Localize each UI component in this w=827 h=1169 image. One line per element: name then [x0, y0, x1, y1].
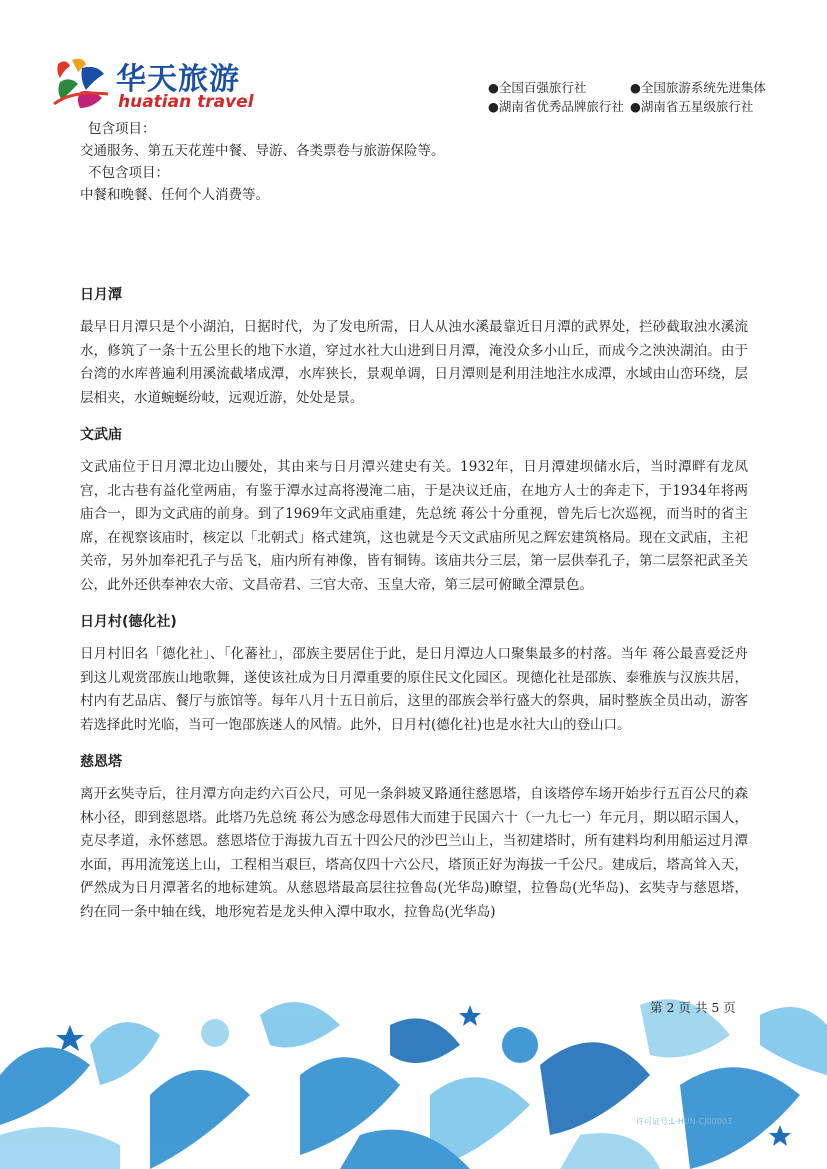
section-body: 离开玄奘寺后，往月潭方向走约六百公尺，可见一条斜坡叉路通往慈恩塔，自该塔停车场开始步行五百公尺的森林小径，即到慈恩塔。此塔乃先总统 蒋公为感念母恩伟大而建于民国六十（一九七一）年元月，期以昭示国人，克尽孝道，永怀慈恩。慈恩塔位于海拔九百五十四公尺的沙巴兰山上，当初建塔时，所有建料均利用船运过月潭水面，再用流笼送上山，工程相当艰巨，塔高仅四十六公尺，塔顶正好为海拔一千公尺。建成后，塔高耸入天，俨然成为日月潭著名的地标建筑。从慈恩塔最高层往拉鲁岛(光华岛)瞭望，拉鲁岛(光华岛)、玄奘寺与慈恩塔，约在同一条中轴在线，地形宛若是龙头伸入潭中取水，拉鲁岛(光华岛): [80, 786, 748, 920]
section-body: 日月村旧名「德化社」、「化蕃社」，邵族主要居住于此，是日月潭边人口聚集最多的村落。当年 蒋公最喜爱泛舟到这儿观赏邵族山地歌舞，遂使该社成为日月潭重要的原住民文化园区。现德化社是邵族、泰雅族与汉族共居，村内有艺品店、餐厅与旅馆等。每年八月十五日前后，这里的邵族会举行盛大的祭典，届时整族全员出动，游客若选择此时光临，当可一饱邵族迷人的风情。此外，日月村(德化社)也是水社大山的登山口。: [80, 646, 748, 733]
section-title: 文武庙: [80, 427, 122, 443]
excludes-label: 不包含项目：: [88, 165, 169, 181]
honors-list: [488, 78, 788, 116]
logo-english-name: huatian travel: [118, 92, 254, 112]
section-title: 日月潭: [80, 287, 122, 303]
document-body: [80, 118, 748, 934]
page-number: 第 2 页 共 5 页: [650, 1000, 736, 1015]
section-body: 文武庙位于日月潭北边山腰处，其由来与日月潭兴建史有关。1932年，日月潭建坝储水后，当时潭畔有龙凤宫，北古巷有益化堂两庙，有鉴于潭水过高将漫淹二庙，于是决议迁庙，在地方人士的奔走下，于1934年将两庙合一，即为文武庙的前身。到了1969年文武庙重建，先总统 蒋公十分重视，曾先后七次巡视，而当时的省主席，在视察该庙时，核定以「北朝式」格式建筑，这也就是今天文武庙所见之辉宏建筑格局。现在文武庙，主祀关帝，另外加奉祀孔子与岳飞，庙内所有神像，皆有铜铸。该庙共分三层，第一层供奉孔子，第二层祭祀武圣关公，此外还供奉神农大帝、文昌帝君、三官大帝、玉皇大帝，第三层可俯瞰全潭景色。: [80, 459, 748, 593]
logo-chinese-name: 华天旅游: [116, 62, 240, 97]
section-body: 最早日月潭只是个小湖泊，日据时代，为了发电所需，日人从浊水溪最靠近日月潭的武界处，拦砂截取浊水溪流水，修筑了一条十五公里长的地下水道，穿过水社大山进到日月潭，淹没众多小山丘，而成今之泱泱湖泊。由于台湾的水库普遍利用溪流截堵成潭，水库狭长，景观单调，日月潭则是利用洼地注水成潭，水域由山峦环绕，层层相夹，水道蜿蜒纷岐，远观近游，处处是景。: [80, 319, 748, 406]
section-title: 慈恩塔: [80, 754, 122, 770]
includes-label: 包含项目：: [88, 121, 156, 137]
company-logo: [52, 54, 254, 114]
honor-item: ●全国百强旅行社: [488, 80, 587, 95]
logo-swirl-icon: [52, 54, 110, 112]
honor-item: ●湖南省五星级旅行社: [630, 99, 754, 114]
excludes-text: 中餐和晚餐、任何个人消费等。: [80, 187, 269, 203]
honors-row: [488, 78, 788, 97]
includes-text: 交通服务、第五天花莲中餐、导游、各类票卷与旅游保险等。: [80, 143, 445, 159]
page-header: [0, 0, 827, 120]
honor-item: ●湖南省优秀品牌旅行社: [488, 99, 624, 114]
section-title: 日月村(德化社): [80, 614, 177, 630]
honors-row: [488, 97, 788, 116]
honor-item: ●全国旅游系统先进集体: [630, 80, 766, 95]
license-number: 许可证号:L-HUN-CJ00003: [636, 1117, 733, 1126]
